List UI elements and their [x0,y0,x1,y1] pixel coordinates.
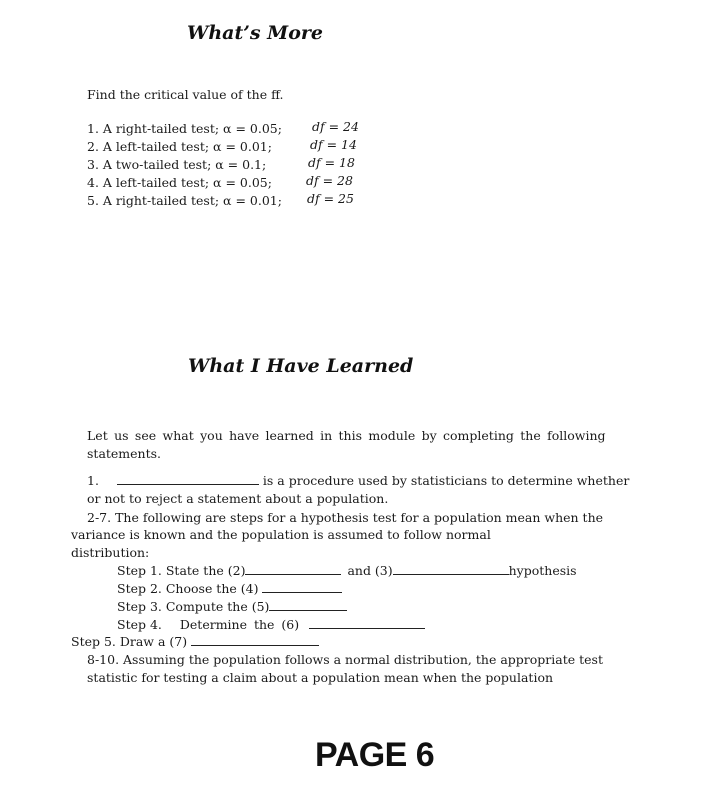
instruction-text: Find the critical value of the ff. [87,87,284,102]
intro-line: statements. [87,446,162,461]
step-4-label: Step 4. [117,617,162,632]
answer-blank-1[interactable] [117,473,259,485]
list-item-df: df = 28 [306,173,353,188]
step-4-text: Determine the (6) [179,617,300,632]
section-title-what-i-have-learned: What I Have Learned [188,355,414,377]
item-2-7-line: 2-7. The following are steps for a hypothesis test for a population mean when the [87,510,604,525]
step-3 [117,599,347,614]
list-item: 4. A left-tailed test; α = 0.05; [87,175,272,190]
answer-blank-2[interactable] [245,563,341,575]
item-2-7-line: distribution: [71,545,150,560]
step-1-and: and (3) [347,563,393,578]
list-item-df: df = 25 [307,191,354,206]
item-1 [87,473,629,488]
step-1-label: Step 1. State the (2) [117,563,246,578]
step-5-label: Step 5. Draw a (7) [71,634,188,649]
step-4 [117,617,425,632]
step-3-label: Step 3. Compute the (5) [117,599,270,614]
item-1-continuation: or not to reject a statement about a population. [87,491,389,506]
list-item: 3. A two-tailed test; α = 0.1; [87,157,267,172]
answer-blank-6[interactable] [309,617,425,629]
answer-blank-7[interactable] [191,634,319,646]
step-2-label: Step 2. Choose the (4) [117,581,259,596]
answer-blank-4[interactable] [262,581,342,593]
step-5 [71,634,319,649]
list-item-df: df = 24 [312,119,359,134]
list-item: 2. A left-tailed test; α = 0.01; [87,139,272,154]
step-1 [117,563,577,578]
section-title-whats-more: What’s More [187,22,323,44]
item-1-text: is a procedure used by statisticians to determine whether [262,473,630,488]
list-item: 5. A right-tailed test; α = 0.01; [87,193,282,208]
step-1-hypothesis: hypothesis [508,563,577,578]
item-2-7-line: variance is known and the population is assumed to follow normal [71,527,491,542]
answer-blank-3[interactable] [393,563,509,575]
answer-blank-5[interactable] [269,599,347,611]
item-8-10-line: 8-10. Assuming the population follows a normal distribution, the appropriate test [87,652,603,667]
intro-line: Let us see what you have learned in this module by completing the following [87,428,606,443]
list-item: 1. A right-tailed test; α = 0.05; [87,121,282,136]
item-8-10-line: statistic for testing a claim about a population mean when the population [87,670,554,685]
list-item-df: df = 18 [308,155,355,170]
page-number: PAGE 6 [315,736,435,774]
item-1-number: 1. [87,473,99,488]
step-2 [117,581,342,596]
list-item-df: df = 14 [310,137,357,152]
